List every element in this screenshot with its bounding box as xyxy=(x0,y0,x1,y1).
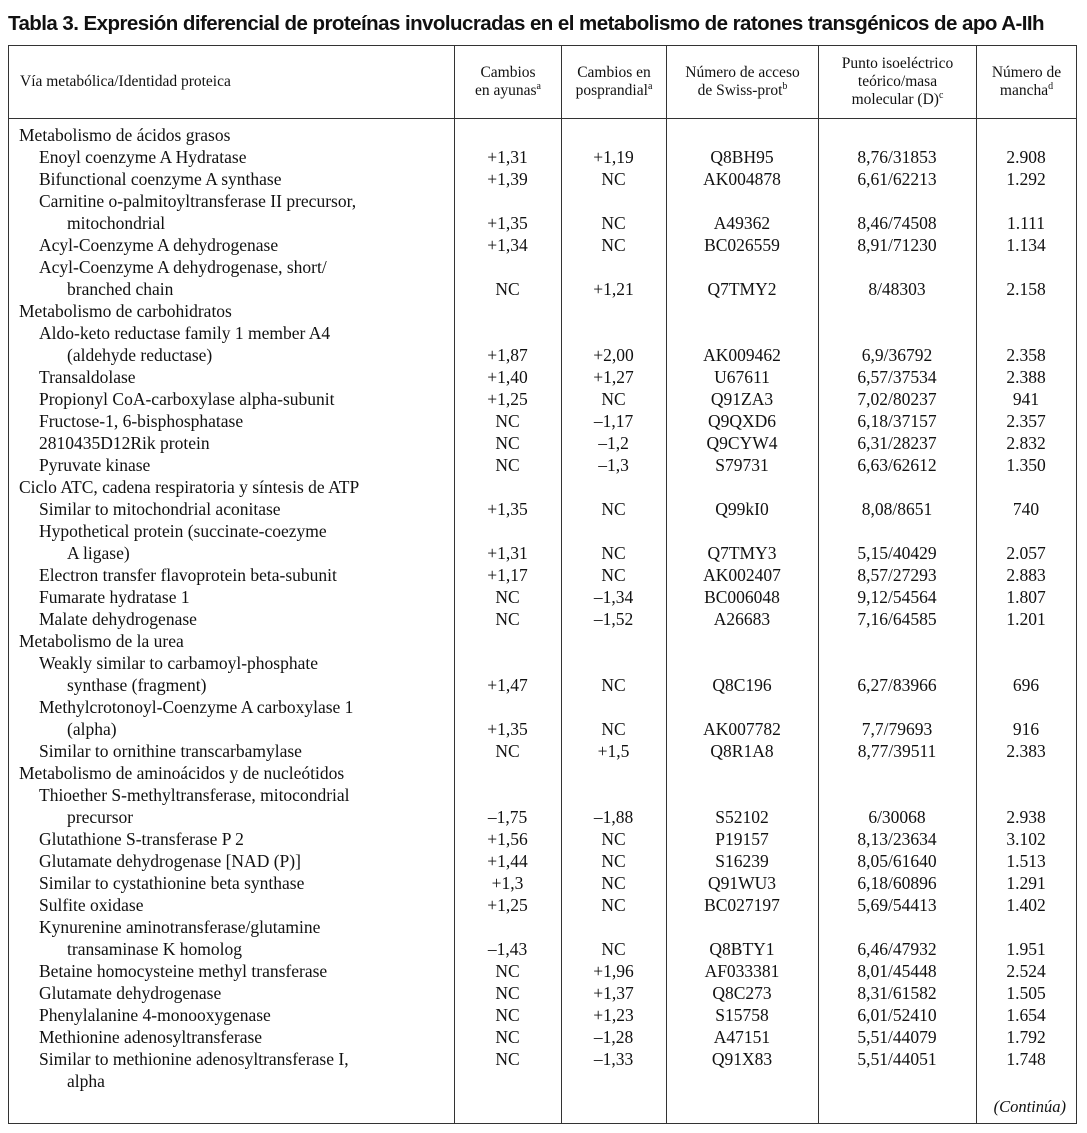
header-pathway xyxy=(9,46,454,118)
header-fasting-line2: en ayunas xyxy=(475,82,537,99)
header-isoelectric-line3: molecular (D) xyxy=(851,91,939,108)
table-row xyxy=(9,498,1076,520)
cell-postprandial: NC xyxy=(601,389,626,409)
cell-isoelectric: 8,77/39511 xyxy=(857,741,937,761)
cell-isoelectric: 6,9/36792 xyxy=(861,345,933,365)
cell-fasting: NC xyxy=(495,741,520,761)
section-header xyxy=(9,630,1076,652)
cell-fasting: NC xyxy=(495,609,520,629)
section-title: Ciclo ATC, cadena respiratoria y síntesis de ATP xyxy=(19,477,360,497)
table-row-continuation xyxy=(9,212,1076,234)
cell-accession: Q7TMY3 xyxy=(707,543,777,563)
header-postprandial-sup: a xyxy=(647,80,653,92)
cell-postprandial: +1,96 xyxy=(593,961,634,981)
table-row-continuation xyxy=(9,806,1076,828)
cell-protein-name: Acyl-Coenzyme A dehydrogenase, short/ xyxy=(39,257,327,277)
table-row xyxy=(9,784,1076,806)
cell-accession: Q91WU3 xyxy=(707,873,777,893)
cell-accession: Q8C273 xyxy=(712,983,772,1003)
cell-isoelectric: 8,31/61582 xyxy=(857,983,937,1003)
cell-accession: AK002407 xyxy=(703,565,781,585)
cell-fasting: NC xyxy=(495,1005,520,1025)
cell-protein-name: mitochondrial xyxy=(67,213,166,233)
cell-accession: Q9QXD6 xyxy=(707,411,777,431)
cell-protein-name: Thioether S-methyltransferase, mitocondrial xyxy=(39,785,350,805)
cell-protein-name: transaminase K homolog xyxy=(67,939,242,959)
cell-protein-name: Glutamate dehydrogenase xyxy=(39,983,222,1003)
protein-table xyxy=(8,45,1077,1124)
cell-spot-number: 2.357 xyxy=(1006,411,1046,431)
cell-spot-number: 2.938 xyxy=(1006,807,1046,827)
cell-accession: A49362 xyxy=(713,213,771,233)
cell-isoelectric: 5,15/40429 xyxy=(857,543,937,563)
header-isoelectric-sup: c xyxy=(938,89,944,101)
cell-protein-name: Bifunctional coenzyme A synthase xyxy=(39,169,282,189)
cell-spot-number: 1.201 xyxy=(1006,609,1046,629)
cell-protein-name: Electron transfer flavoprotein beta-subunit xyxy=(39,565,337,585)
table-row xyxy=(9,366,1076,388)
cell-protein-name: (alpha) xyxy=(67,719,117,739)
cell-accession: Q99kI0 xyxy=(715,499,769,519)
cell-isoelectric: 8/48303 xyxy=(868,279,926,299)
cell-protein-name: (aldehyde reductase) xyxy=(67,345,213,365)
cell-accession: U67611 xyxy=(714,367,770,387)
cell-accession: AK009462 xyxy=(703,345,781,365)
cell-protein-name: Sulfite oxidase xyxy=(39,895,144,915)
table-row xyxy=(9,916,1076,938)
cell-accession: AK004878 xyxy=(703,169,781,189)
cell-isoelectric: 9,12/54564 xyxy=(857,587,937,607)
cell-isoelectric: 5,51/44051 xyxy=(857,1049,937,1069)
header-postprandial-line1: Cambios en xyxy=(577,64,651,81)
cell-protein-name: Pyruvate kinase xyxy=(39,455,151,475)
section-title: Metabolismo de carbohidratos xyxy=(19,301,232,321)
continued-note: (Continúa) xyxy=(993,1097,1066,1116)
cell-isoelectric: 5,69/54413 xyxy=(857,895,937,915)
cell-protein-name: A ligase) xyxy=(67,543,130,563)
cell-protein-name: Fructose-1, 6-bisphosphatase xyxy=(39,411,244,431)
cell-spot-number: 1.134 xyxy=(1006,235,1046,255)
cell-fasting: +1,31 xyxy=(487,543,528,563)
cell-spot-number: 3.102 xyxy=(1006,829,1046,849)
cell-accession: Q91ZA3 xyxy=(710,389,774,409)
table-row xyxy=(9,828,1076,850)
table-row xyxy=(9,894,1076,916)
cell-postprandial: NC xyxy=(601,719,626,739)
cell-isoelectric: 6,57/37534 xyxy=(857,367,937,387)
cell-fasting: +1,44 xyxy=(487,851,528,871)
cell-accession: S15758 xyxy=(715,1005,769,1025)
cell-isoelectric: 8,91/71230 xyxy=(857,235,937,255)
cell-accession: S52102 xyxy=(715,807,769,827)
cell-postprandial: NC xyxy=(601,543,626,563)
table-row-continuation xyxy=(9,674,1076,696)
cell-postprandial: NC xyxy=(601,565,626,585)
cell-protein-name: Hypothetical protein (succinate-coezyme xyxy=(39,521,327,541)
cell-postprandial: NC xyxy=(601,895,626,915)
cell-postprandial: NC xyxy=(601,499,626,519)
cell-spot-number: 1.350 xyxy=(1006,455,1046,475)
header-accession-line1: Número de acceso xyxy=(685,64,800,81)
cell-fasting: +1,35 xyxy=(487,213,528,233)
cell-isoelectric: 8,46/74508 xyxy=(857,213,937,233)
table-row xyxy=(9,586,1076,608)
cell-isoelectric: 8,13/23634 xyxy=(857,829,937,849)
cell-spot-number: 2.832 xyxy=(1006,433,1046,453)
cell-spot-number: 916 xyxy=(1012,719,1040,739)
cell-postprandial: NC xyxy=(601,851,626,871)
cell-accession: BC027197 xyxy=(704,895,780,915)
cell-protein-name: synthase (fragment) xyxy=(67,675,207,695)
cell-fasting: NC xyxy=(495,279,520,299)
cell-spot-number: 1.951 xyxy=(1006,939,1046,959)
cell-protein-name: Enoyl coenzyme A Hydratase xyxy=(39,147,247,167)
table-header xyxy=(9,46,1076,119)
header-accession xyxy=(666,46,818,118)
cell-spot-number: 2.383 xyxy=(1006,741,1046,761)
table-row xyxy=(9,982,1076,1004)
cell-spot-number: 2.057 xyxy=(1006,543,1046,563)
cell-protein-name: Fumarate hydratase 1 xyxy=(39,587,190,607)
cell-spot-number: 1.513 xyxy=(1006,851,1046,871)
cell-isoelectric: 6,63/62612 xyxy=(857,455,937,475)
cell-accession: Q8R1A8 xyxy=(710,741,774,761)
cell-protein-name: Similar to methionine adenosyltransferase I, xyxy=(39,1049,349,1069)
table-row xyxy=(9,410,1076,432)
cell-protein-name: Propionyl CoA-carboxylase alpha-subunit xyxy=(39,389,335,409)
cell-postprandial: NC xyxy=(601,675,626,695)
cell-accession: Q7TMY2 xyxy=(707,279,777,299)
cell-protein-name: Methionine adenosyltransferase xyxy=(39,1027,263,1047)
section-header xyxy=(9,300,1076,322)
cell-postprandial: +1,23 xyxy=(593,1005,634,1025)
cell-protein-name: Transaldolase xyxy=(39,367,136,387)
cell-protein-name: Betaine homocysteine methyl transferase xyxy=(39,961,328,981)
cell-spot-number: 696 xyxy=(1012,675,1040,695)
cell-isoelectric: 6,18/37157 xyxy=(857,411,937,431)
cell-isoelectric: 6,31/28237 xyxy=(857,433,937,453)
cell-spot-number: 941 xyxy=(1012,389,1040,409)
cell-isoelectric: 8,08/8651 xyxy=(861,499,933,519)
cell-spot-number: 2.883 xyxy=(1006,565,1046,585)
cell-fasting: +1,25 xyxy=(487,389,528,409)
cell-fasting: +1,56 xyxy=(487,829,528,849)
cell-spot-number: 740 xyxy=(1012,499,1040,519)
header-postprandial-changes xyxy=(561,46,666,118)
cell-postprandial: +2,00 xyxy=(593,345,634,365)
cell-isoelectric: 5,51/44079 xyxy=(857,1027,937,1047)
table-row xyxy=(9,1048,1076,1070)
cell-protein-name: Similar to ornithine transcarbamylase xyxy=(39,741,302,761)
table-row-continuation xyxy=(9,1070,1076,1092)
table-row xyxy=(9,454,1076,476)
cell-spot-number: 1.402 xyxy=(1006,895,1046,915)
cell-fasting: +1,31 xyxy=(487,147,528,167)
cell-accession: Q9CYW4 xyxy=(706,433,778,453)
cell-accession: A47151 xyxy=(713,1027,771,1047)
cell-fasting: +1,40 xyxy=(487,367,528,387)
cell-isoelectric: 6,01/52410 xyxy=(857,1005,937,1025)
cell-postprandial: +1,19 xyxy=(593,147,634,167)
cell-protein-name: Weakly similar to carbamoyl-phosphate xyxy=(39,653,318,673)
header-spot-line1: Número de xyxy=(991,64,1062,81)
cell-fasting: +1,35 xyxy=(487,719,528,739)
cell-postprandial: –1,28 xyxy=(593,1027,634,1047)
section-title: Metabolismo de aminoácidos y de nucleótidos xyxy=(19,763,345,783)
cell-protein-name: Carnitine o-palmitoyltransferase II precursor, xyxy=(39,191,357,211)
cell-isoelectric: 8,01/45448 xyxy=(857,961,937,981)
cell-spot-number: 1.807 xyxy=(1006,587,1046,607)
cell-fasting: NC xyxy=(495,455,520,475)
cell-protein-name: branched chain xyxy=(67,279,174,299)
cell-fasting: +1,34 xyxy=(487,235,528,255)
cell-postprandial: –1,33 xyxy=(593,1049,634,1069)
cell-protein-name: Glutathione S-transferase P 2 xyxy=(39,829,244,849)
table-row xyxy=(9,190,1076,212)
table-row xyxy=(9,1026,1076,1048)
table-row xyxy=(9,388,1076,410)
section-header xyxy=(9,762,1076,784)
cell-protein-name: Kynurenine aminotransferase/glutamine xyxy=(39,917,321,937)
header-fasting-sup: a xyxy=(536,80,541,92)
cell-postprandial: NC xyxy=(601,213,626,233)
table-row xyxy=(9,520,1076,542)
section-title: Metabolismo de la urea xyxy=(19,631,184,651)
cell-isoelectric: 6/30068 xyxy=(868,807,926,827)
table-row xyxy=(9,432,1076,454)
cell-spot-number: 2.524 xyxy=(1006,961,1046,981)
cell-protein-name: Aldo-keto reductase family 1 member A4 xyxy=(39,323,331,343)
cell-isoelectric: 6,18/60896 xyxy=(857,873,937,893)
cell-spot-number: 2.388 xyxy=(1006,367,1046,387)
cell-protein-name: 2810435D12Rik protein xyxy=(39,433,210,453)
table-row xyxy=(9,652,1076,674)
cell-isoelectric: 7,02/80237 xyxy=(857,389,937,409)
cell-fasting: NC xyxy=(495,961,520,981)
cell-isoelectric: 6,27/83966 xyxy=(857,675,937,695)
cell-accession: A26683 xyxy=(713,609,771,629)
cell-postprandial: +1,27 xyxy=(593,367,634,387)
cell-isoelectric: 8,76/31853 xyxy=(857,147,937,167)
cell-protein-name: Acyl-Coenzyme A dehydrogenase xyxy=(39,235,279,255)
header-spot-line2: mancha xyxy=(999,82,1049,99)
cell-protein-name: precursor xyxy=(67,807,134,827)
cell-spot-number: 1.748 xyxy=(1006,1049,1046,1069)
cell-accession: BC026559 xyxy=(704,235,780,255)
cell-fasting: NC xyxy=(495,983,520,1003)
cell-postprandial: –1,52 xyxy=(593,609,634,629)
header-spot-number xyxy=(976,46,1076,118)
cell-accession: S16239 xyxy=(715,851,769,871)
cell-spot-number: 2.908 xyxy=(1006,147,1046,167)
table-row xyxy=(9,850,1076,872)
cell-fasting: +1,35 xyxy=(487,499,528,519)
header-accession-line2: de Swiss-prot xyxy=(697,82,783,99)
cell-accession: BC006048 xyxy=(704,587,780,607)
cell-protein-name: Phenylalanine 4-monooxygenase xyxy=(39,1005,271,1025)
cell-postprandial: NC xyxy=(601,169,626,189)
header-isoelectric-line2: teórico/masa xyxy=(857,73,938,90)
cell-spot-number: 1.292 xyxy=(1006,169,1046,189)
cell-postprandial: NC xyxy=(601,873,626,893)
cell-accession: P19157 xyxy=(715,829,769,849)
header-accession-sup: b xyxy=(782,80,788,92)
cell-fasting: NC xyxy=(495,433,520,453)
header-postprandial-line2: posprandial xyxy=(575,82,648,99)
cell-postprandial: –1,88 xyxy=(593,807,634,827)
cell-spot-number: 2.358 xyxy=(1006,345,1046,365)
cell-spot-number: 1.654 xyxy=(1006,1005,1046,1025)
cell-fasting: +1,17 xyxy=(487,565,528,585)
cell-fasting: +1,47 xyxy=(487,675,528,695)
section-header xyxy=(9,124,1076,146)
table-row xyxy=(9,608,1076,630)
cell-spot-number: 1.291 xyxy=(1006,873,1046,893)
table-row xyxy=(9,564,1076,586)
cell-protein-name: Similar to cystathionine beta synthase xyxy=(39,873,305,893)
header-isoelectric xyxy=(818,46,976,118)
cell-protein-name: Glutamate dehydrogenase [NAD (P)] xyxy=(39,851,301,871)
cell-accession: Q8BTY1 xyxy=(709,939,775,959)
header-fasting-line1: Cambios xyxy=(480,64,536,81)
cell-spot-number: 2.158 xyxy=(1006,279,1046,299)
cell-postprandial: –1,3 xyxy=(598,455,629,475)
cell-protein-name: Methylcrotonoyl-Coenzyme A carboxylase 1 xyxy=(39,697,354,717)
cell-accession: Q91X83 xyxy=(711,1049,773,1069)
table-row xyxy=(9,960,1076,982)
table-title: Tabla 3. Expresión diferencial de proteínas involucradas en el metabolismo de ratones transgénicos de apo A-IIh xyxy=(8,12,1045,35)
cell-fasting: NC xyxy=(495,1027,520,1047)
cell-accession: AK007782 xyxy=(703,719,781,739)
cell-protein-name: Malate dehydrogenase xyxy=(39,609,197,629)
table-row-continuation xyxy=(9,344,1076,366)
header-isoelectric-line1: Punto isoeléctrico xyxy=(841,55,954,72)
cell-isoelectric: 7,7/79693 xyxy=(861,719,933,739)
cell-spot-number: 1.505 xyxy=(1006,983,1046,1003)
cell-postprandial: NC xyxy=(601,829,626,849)
cell-spot-number: 1.111 xyxy=(1006,213,1046,233)
table-row xyxy=(9,872,1076,894)
table-row xyxy=(9,1004,1076,1026)
table-row-continuation xyxy=(9,938,1076,960)
cell-postprandial: +1,5 xyxy=(597,741,630,761)
cell-protein-name: alpha xyxy=(67,1071,105,1091)
cell-postprandial: NC xyxy=(601,235,626,255)
table-row xyxy=(9,168,1076,190)
cell-fasting: +1,3 xyxy=(491,873,524,893)
cell-fasting: –1,43 xyxy=(487,939,528,959)
cell-isoelectric: 8,57/27293 xyxy=(857,565,937,585)
cell-postprandial: –1,34 xyxy=(593,587,634,607)
cell-postprandial: +1,21 xyxy=(593,279,634,299)
cell-postprandial: +1,37 xyxy=(593,983,634,1003)
cell-postprandial: –1,2 xyxy=(598,433,629,453)
cell-postprandial: NC xyxy=(601,939,626,959)
cell-accession: Q8BH95 xyxy=(710,147,774,167)
table-row xyxy=(9,234,1076,256)
cell-fasting: +1,25 xyxy=(487,895,528,915)
cell-fasting: NC xyxy=(495,1049,520,1069)
table-row-continuation xyxy=(9,278,1076,300)
cell-protein-name: Similar to mitochondrial aconitase xyxy=(39,499,281,519)
cell-accession: AF033381 xyxy=(704,961,780,981)
cell-accession: S79731 xyxy=(715,455,769,475)
cell-spot-number: 1.792 xyxy=(1006,1027,1046,1047)
header-pathway-label: Vía metabólica/Identidad proteica xyxy=(20,73,231,90)
cell-postprandial: –1,17 xyxy=(593,411,634,431)
cell-fasting: +1,39 xyxy=(487,169,528,189)
cell-isoelectric: 7,16/64585 xyxy=(857,609,937,629)
table-row xyxy=(9,740,1076,762)
cell-fasting: NC xyxy=(495,587,520,607)
cell-isoelectric: 6,46/47932 xyxy=(857,939,937,959)
header-spot-sup: d xyxy=(1048,80,1054,92)
cell-fasting: NC xyxy=(495,411,520,431)
cell-accession: Q8C196 xyxy=(712,675,772,695)
table-row xyxy=(9,696,1076,718)
table-row xyxy=(9,146,1076,168)
table-row xyxy=(9,322,1076,344)
cell-isoelectric: 6,61/62213 xyxy=(857,169,937,189)
table-row xyxy=(9,256,1076,278)
section-title: Metabolismo de ácidos grasos xyxy=(19,125,231,145)
cell-isoelectric: 8,05/61640 xyxy=(857,851,937,871)
table-row-continuation xyxy=(9,542,1076,564)
table-row-continuation xyxy=(9,718,1076,740)
header-fasting-changes xyxy=(454,46,561,118)
section-header xyxy=(9,476,1076,498)
cell-fasting: –1,75 xyxy=(487,807,528,827)
cell-fasting: +1,87 xyxy=(487,345,528,365)
